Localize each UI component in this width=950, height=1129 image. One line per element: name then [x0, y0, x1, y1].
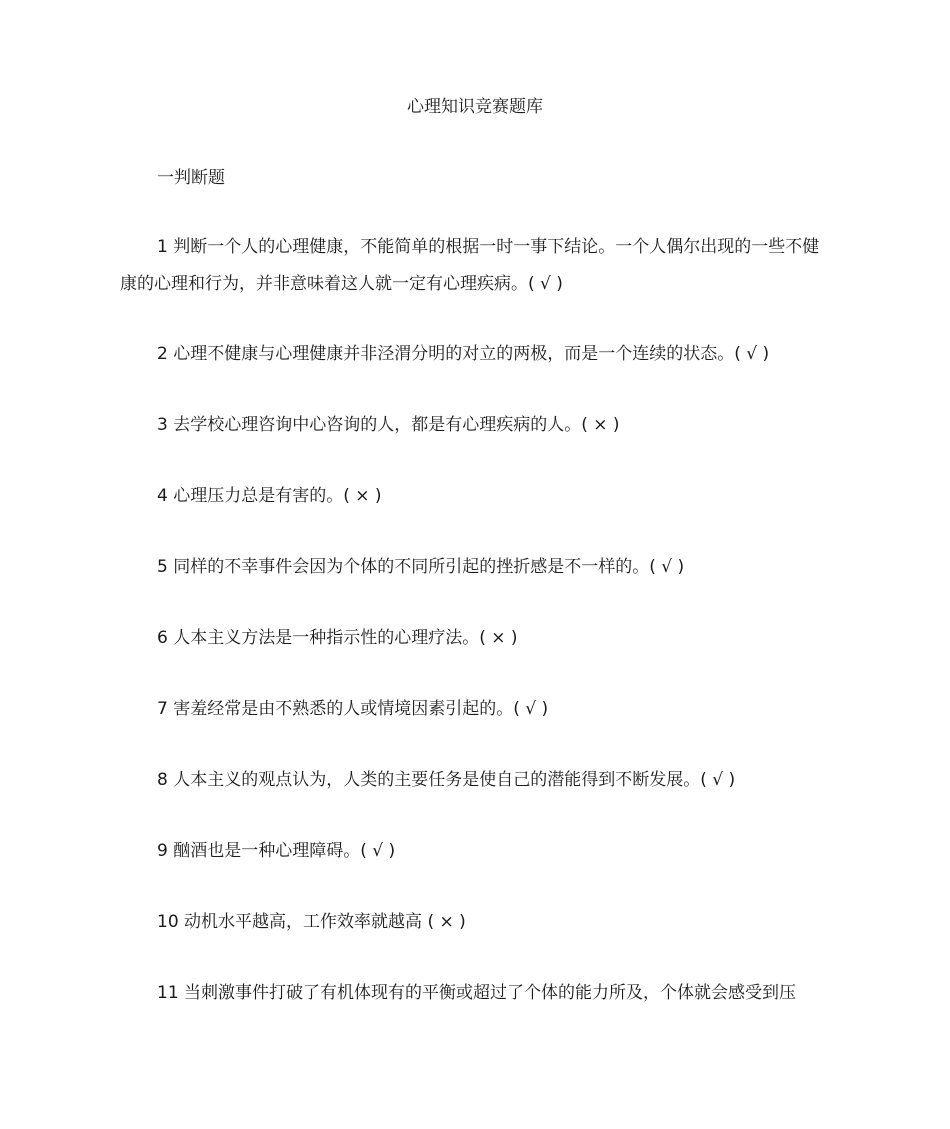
- question-item: [120, 407, 835, 444]
- question-text: 7 害羞经常是由不熟悉的人或情境因素引起的。( √ ): [157, 699, 549, 719]
- question-item: [120, 229, 835, 303]
- question-text: 6 人本主义方法是一种指示性的心理疗法。( × ): [157, 628, 518, 648]
- question-item: [120, 691, 835, 728]
- question-text: 4 心理压力总是有害的。( × ): [157, 486, 382, 506]
- question-item: [120, 478, 835, 515]
- question-text: 10 动机水平越高，工作效率就越高 ( × ): [157, 912, 466, 932]
- section-heading: 一判断题: [157, 168, 225, 188]
- question-text: 9 酗酒也是一种心理障碍。( √ ): [157, 841, 396, 861]
- question-item: [120, 762, 835, 799]
- page-title: 心理知识竞赛题库: [407, 97, 543, 117]
- question-text: 1 判断一个人的心理健康，不能简单的根据一时一事下结论。一个人偶尔出现的一些不健康的心理和行为，并非意味着这人就一定有心理疾病。( √ ): [120, 237, 820, 294]
- question-text: 2 心理不健康与心理健康并非泾渭分明的对立的两极，而是一个连续的状态。( √ ): [157, 344, 770, 364]
- question-item: [120, 833, 835, 870]
- question-text: 8 人本主义的观点认为，人类的主要任务是使自己的潜能得到不断发展。( √ ): [157, 770, 736, 790]
- question-item: [120, 904, 835, 941]
- question-item: [120, 336, 835, 373]
- question-item: [120, 620, 835, 657]
- question-text: 11 当刺激事件打破了有机体现有的平衡或超过了个体的能力所及，个体就会感受到压: [157, 983, 797, 1003]
- question-text: 5 同样的不幸事件会因为个体的不同所引起的挫折感是不一样的。( √ ): [157, 557, 685, 577]
- question-item: [120, 975, 835, 1012]
- question-item: [120, 549, 835, 586]
- question-text: 3 去学校心理咨询中心咨询的人，都是有心理疾病的人。( × ): [157, 415, 620, 435]
